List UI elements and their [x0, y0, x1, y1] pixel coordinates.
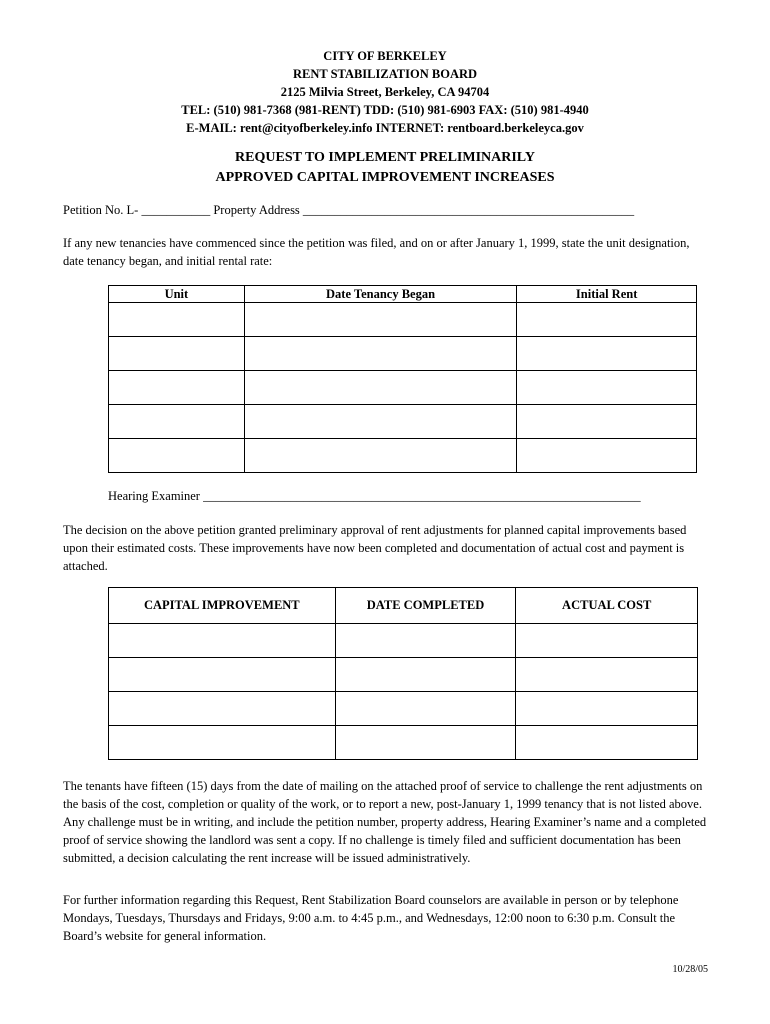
table-row	[109, 726, 698, 760]
date-cell[interactable]	[244, 439, 517, 473]
rent-cell[interactable]	[517, 337, 697, 371]
actual-cost-header: ACTUAL COST	[516, 588, 698, 624]
improvement-table-header	[109, 588, 698, 624]
unit-cell[interactable]	[109, 439, 245, 473]
table-row	[109, 371, 697, 405]
further-info-paragraph: For further information regarding this Request, Rent Stabilization Board counselors are available in person or by telephone Mondays, Tuesdays, Thursdays and Fridays, 9:00 a.m. to 4:45 p.m., and Wednesdays, 12:00 noon to 6:30 p.m. Consult the Board’s website for general information.	[63, 893, 679, 943]
table-row	[109, 692, 698, 726]
improvement-cell[interactable]	[109, 692, 336, 726]
date-cell[interactable]	[244, 371, 517, 405]
rent-cell[interactable]	[517, 439, 697, 473]
unit-cell[interactable]	[109, 371, 245, 405]
phone-numbers: TEL: (510) 981-7368 (981-RENT) TDD: (510) 981-6903 FAX: (510) 981-4940	[181, 103, 589, 117]
date-completed-header: DATE COMPLETED	[335, 588, 516, 624]
table-row	[109, 658, 698, 692]
rent-cell[interactable]	[517, 303, 697, 337]
table-row	[109, 439, 697, 473]
initial-rent-header: Initial Rent	[517, 286, 697, 303]
table-row	[109, 337, 697, 371]
completed-cell[interactable]	[335, 692, 516, 726]
form-title-line-2: APPROVED CAPITAL IMPROVEMENT INCREASES	[215, 170, 555, 185]
letterhead	[0, 47, 770, 137]
email-website: E-MAIL: rent@cityofberkeley.info INTERNET: rentboard.berkeleyca.gov	[186, 121, 584, 135]
unit-cell[interactable]	[109, 303, 245, 337]
date-tenancy-began-header: Date Tenancy Began	[244, 286, 517, 303]
unit-header: Unit	[109, 286, 245, 303]
unit-cell[interactable]	[109, 337, 245, 371]
table-row	[109, 624, 698, 658]
form-title	[0, 148, 770, 188]
date-cell[interactable]	[244, 337, 517, 371]
improvement-cell[interactable]	[109, 726, 336, 760]
tenancy-table-header	[109, 286, 697, 303]
cost-cell[interactable]	[516, 658, 698, 692]
form-title-line-1: REQUEST TO IMPLEMENT PRELIMINARILY	[235, 150, 535, 165]
revision-date: 10/28/05	[672, 964, 708, 975]
intro-paragraph: If any new tenancies have commenced since the petition was filed, and on or after January 1, 1999, state the unit designation, date tenancy began, and initial rental rate:	[63, 236, 690, 268]
rent-cell[interactable]	[517, 371, 697, 405]
tenant-challenge-paragraph: The tenants have fifteen (15) days from the date of mailing on the attached proof of service to challenge the rent adjustments on the basis of the cost, completion or quality of the work, or to report a new, post-January 1, 1999 tenancy that is not listed above. Any challenge must be in writing, and include the petition number, property address, Hearing Examiner’s name and a completed proof of service showing the landlord was sent a copy. If no challenge is timely filed and sufficient documentation has been submitted, a decision calculating the rent increase will be issued administratively.	[63, 779, 707, 865]
petition-address-line[interactable]: Petition No. L- ___________ Property Address _____________________________________________________	[63, 203, 635, 217]
completed-cell[interactable]	[335, 658, 516, 692]
improvement-cell[interactable]	[109, 658, 336, 692]
capital-improvement-table	[108, 587, 698, 760]
tenancy-table	[108, 285, 697, 473]
org-name: CITY OF BERKELEY	[323, 49, 447, 63]
street-address: 2125 Milvia Street, Berkeley, CA 94704	[280, 85, 490, 99]
table-row	[109, 303, 697, 337]
completed-cell[interactable]	[335, 624, 516, 658]
board-name: RENT STABILIZATION BOARD	[292, 67, 478, 81]
cost-cell[interactable]	[516, 726, 698, 760]
table-row	[109, 405, 697, 439]
date-cell[interactable]	[244, 405, 517, 439]
completed-cell[interactable]	[335, 726, 516, 760]
unit-cell[interactable]	[109, 405, 245, 439]
cost-cell[interactable]	[516, 624, 698, 658]
rent-cell[interactable]	[517, 405, 697, 439]
decision-paragraph: The decision on the above petition granted preliminary approval of rent adjustments for planned capital improvements based upon their estimated costs. These improvements have now been completed and documentation of actual cost and payment is attached.	[63, 523, 687, 573]
capital-improvement-header: CAPITAL IMPROVEMENT	[109, 588, 336, 624]
hearing-examiner-line[interactable]: Hearing Examiner ______________________________________________________________________	[108, 489, 641, 503]
improvement-cell[interactable]	[109, 624, 336, 658]
date-cell[interactable]	[244, 303, 517, 337]
cost-cell[interactable]	[516, 692, 698, 726]
